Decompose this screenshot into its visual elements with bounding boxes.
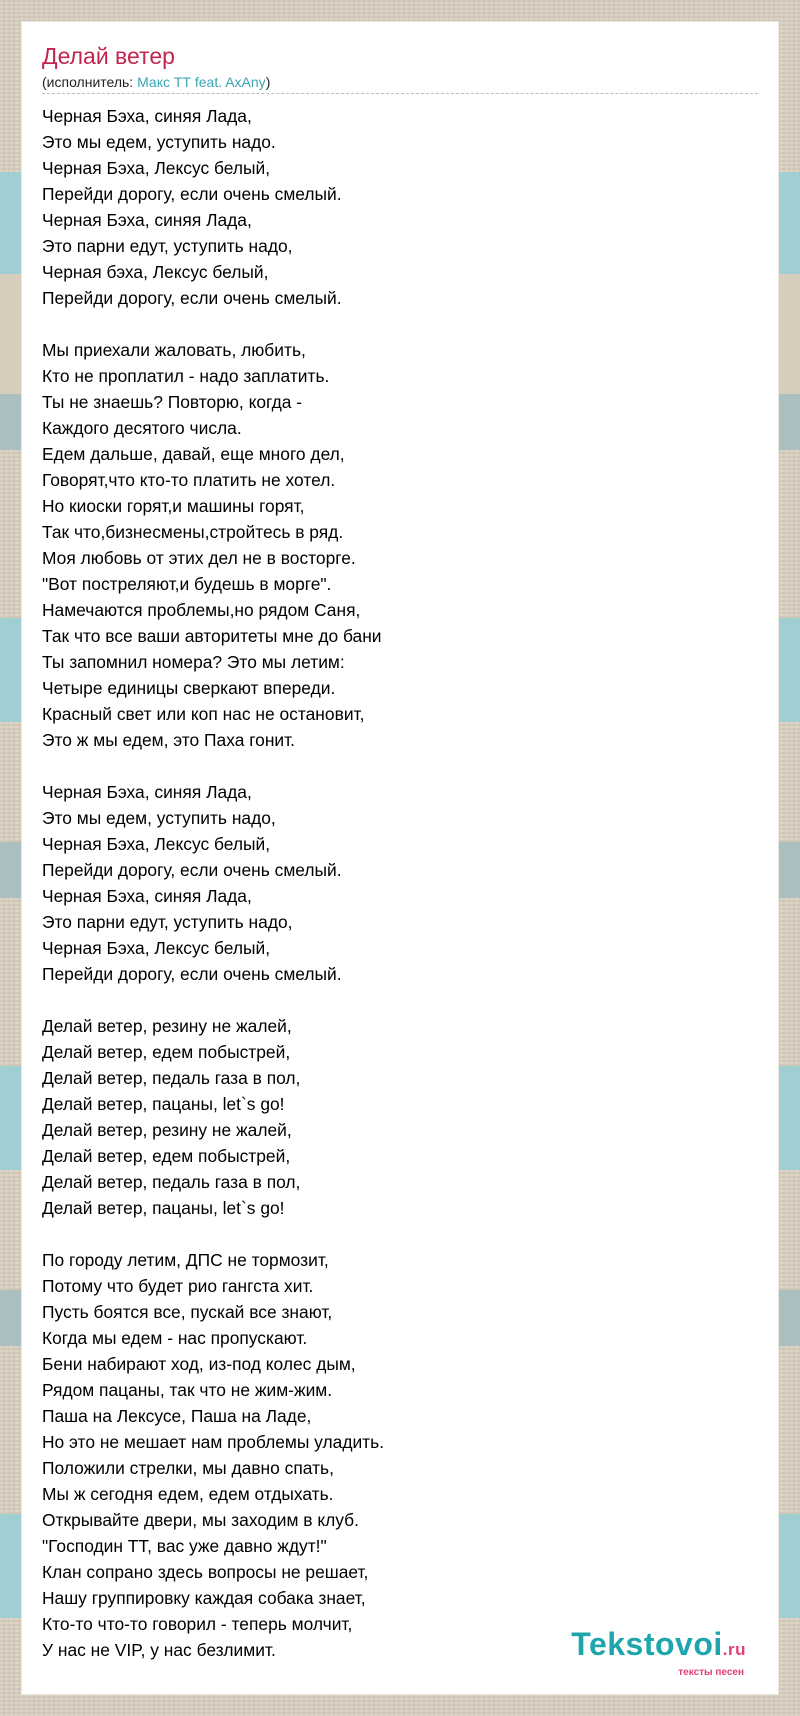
- artist-prefix: (исполнитель:: [42, 74, 138, 90]
- lyrics-line: Но киоски горят,и машины горят,: [42, 496, 305, 516]
- lyrics-line: Ты не знаешь? Повторю, когда -: [42, 392, 303, 412]
- lyrics-line: Делай ветер, резину не жалей,: [42, 1120, 292, 1140]
- lyrics-line: Мы приехали жаловать, любить,: [42, 340, 306, 360]
- artist-link[interactable]: Макс ТТ feat. AxAny: [137, 74, 266, 90]
- lyrics-line: Перейди дорогу, если очень смелый.: [42, 964, 342, 984]
- lyrics-line: У нас не VIP, у нас безлимит.: [42, 1640, 276, 1660]
- lyrics-line: Открывайте двери, мы заходим в клуб.: [42, 1510, 359, 1530]
- lyrics-line: Перейди дорогу, если очень смелый.: [42, 184, 342, 204]
- title-divider: [42, 93, 758, 94]
- lyrics-line: Черная Бэха, синяя Лада,: [42, 782, 252, 802]
- lyrics-line: Это мы едем, уступить надо.: [42, 132, 276, 152]
- lyrics-text: [42, 103, 384, 1663]
- lyrics-line: Паша на Лексусе, Паша на Ладе,: [42, 1406, 312, 1426]
- logo-brand: Tekstovoi: [571, 1626, 723, 1662]
- lyrics-line: Каждого десятого числа.: [42, 418, 242, 438]
- lyrics-line: Говорят,что кто-то платить не хотел.: [42, 470, 336, 490]
- lyrics-line: Намечаются проблемы,но рядом Саня,: [42, 600, 361, 620]
- lyrics-card: [22, 22, 778, 1694]
- lyrics-line: Это парни едут, уступить надо,: [42, 236, 293, 256]
- lyrics-line: Это парни едут, уступить надо,: [42, 912, 293, 932]
- logo-tld: .ru: [722, 1640, 746, 1659]
- lyrics-line: Положили стрелки, мы давно спать,: [42, 1458, 334, 1478]
- lyrics-line: По городу летим, ДПС не тормозит,: [42, 1250, 329, 1270]
- lyrics-line: Нашу группировку каждая собака знает,: [42, 1588, 366, 1608]
- lyrics-line: Красный свет или коп нас не остановит,: [42, 704, 365, 724]
- song-title: Делай ветер: [42, 43, 175, 69]
- lyrics-line: Делай ветер, резину не жалей,: [42, 1016, 292, 1036]
- lyrics-line: Едем дальше, давай, еще много дел,: [42, 444, 345, 464]
- lyrics-line: Черная Бэха, Лексус белый,: [42, 938, 271, 958]
- lyrics-line: Бени набирают ход, из-под колес дым,: [42, 1354, 356, 1374]
- lyrics-stanza: [42, 1247, 384, 1663]
- lyrics-line: Четыре единицы сверкают впереди.: [42, 678, 336, 698]
- lyrics-stanza: [42, 103, 384, 311]
- lyrics-line: Клан сопрано здесь вопросы не решает,: [42, 1562, 369, 1582]
- site-logo: [571, 1628, 746, 1678]
- lyrics-line: Ты запомнил номера? Это мы летим:: [42, 652, 345, 672]
- lyrics-stanza: [42, 779, 384, 987]
- lyrics-line: Так что,бизнесмены,стройтесь в ряд.: [42, 522, 344, 542]
- lyrics-line: Делай ветер, педаль газа в пол,: [42, 1172, 301, 1192]
- lyrics-line: Это мы едем, уступить надо,: [42, 808, 276, 828]
- lyrics-line: Это ж мы едем, это Паха гонит.: [42, 730, 296, 750]
- lyrics-line: Перейди дорогу, если очень смелый.: [42, 288, 342, 308]
- lyrics-line: Делай ветер, едем побыстрей,: [42, 1042, 291, 1062]
- artist-line: [42, 73, 270, 91]
- lyrics-line: Делай ветер, педаль газа в пол,: [42, 1068, 301, 1088]
- lyrics-line: Так что все ваши авторитеты мне до бани: [42, 626, 382, 646]
- logo-tagline: тексты песен: [678, 1667, 744, 1678]
- lyrics-line: Потому что будет рио гангста хит.: [42, 1276, 314, 1296]
- lyrics-line: Моя любовь от этих дел не в восторге.: [42, 548, 356, 568]
- lyrics-line: Кто-то что-то говорил - теперь молчит,: [42, 1614, 353, 1634]
- lyrics-line: Но это не мешает нам проблемы уладить.: [42, 1432, 385, 1452]
- lyrics-line: Черная Бэха, синяя Лада,: [42, 886, 252, 906]
- lyrics-line: Черная Бэха, Лексус белый,: [42, 834, 271, 854]
- lyrics-line: Когда мы едем - нас пропускают.: [42, 1328, 308, 1348]
- lyrics-line: Черная Бэха, синяя Лада,: [42, 106, 252, 126]
- lyrics-line: Кто не проплатил - надо заплатить.: [42, 366, 330, 386]
- lyrics-line: Делай ветер, едем побыстрей,: [42, 1146, 291, 1166]
- lyrics-line: Перейди дорогу, если очень смелый.: [42, 860, 342, 880]
- lyrics-line: Делай ветер, пацаны, let`s go!: [42, 1094, 285, 1114]
- lyrics-stanza: [42, 1013, 384, 1221]
- artist-suffix: ): [265, 74, 271, 90]
- lyrics-line: Делай ветер, пацаны, let`s go!: [42, 1198, 285, 1218]
- lyrics-line: Пусть боятся все, пускай все знают,: [42, 1302, 333, 1322]
- lyrics-line: Рядом пацаны, так что не жим-жим.: [42, 1380, 333, 1400]
- lyrics-line: Черная бэха, Лексус белый,: [42, 262, 269, 282]
- lyrics-line: Мы ж сегодня едем, едем отдыхать.: [42, 1484, 334, 1504]
- lyrics-line: "Господин ТТ, вас уже давно ждут!": [42, 1536, 327, 1556]
- lyrics-stanza: [42, 337, 384, 753]
- lyrics-line: Черная Бэха, синяя Лада,: [42, 210, 252, 230]
- lyrics-line: Черная Бэха, Лексус белый,: [42, 158, 271, 178]
- lyrics-line: "Вот постреляют,и будешь в морге".: [42, 574, 332, 594]
